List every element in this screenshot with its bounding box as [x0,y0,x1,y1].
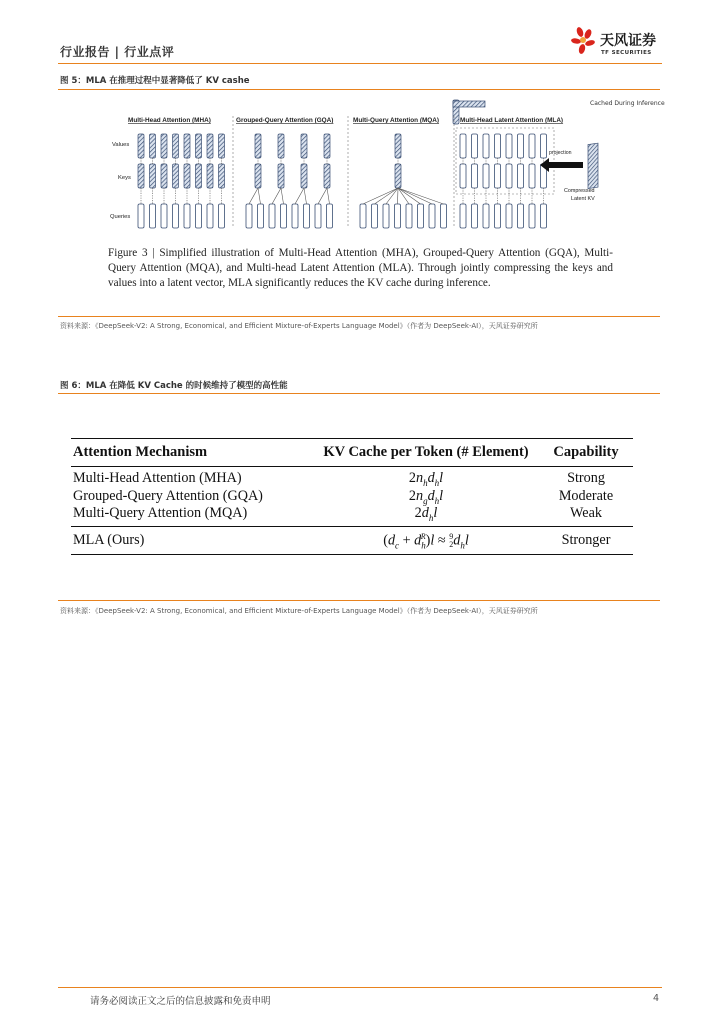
mha-query-head [184,204,190,228]
connector-line [281,188,284,204]
mha-query-head [219,204,225,228]
footer-divider [58,987,662,988]
row-kv-formula: $2n_hd_hl$ [408,470,444,488]
mha-value-head [184,134,190,158]
mla-value-head [506,134,512,158]
gqa-query-head [304,204,310,228]
figure5-title: 图 5：MLA 在推理过程中显著降低了 KV cashe [60,76,250,86]
header-capability: Capability [553,444,619,460]
mla-value-head [541,134,547,158]
mla-value-head [529,134,535,158]
mqa-query-head [418,204,424,228]
mha-key-head [196,164,202,188]
mla-key-head [472,164,478,188]
figure5-bottom-rule [58,316,660,317]
table-row [71,488,633,506]
mha-value-head [150,134,156,158]
mha-key-head [184,164,190,188]
mla-key-head [460,164,466,188]
mha-value-head [207,134,213,158]
row-kv-formula: $2n_gd_hl$ [408,487,444,506]
logo-english-name: TF SECURITIES [601,50,652,56]
mqa-query-head [441,204,447,228]
mla-query-head [529,204,535,228]
connector-line [304,188,307,204]
projection-label: projection [549,150,572,156]
gqa-query-head [258,204,264,228]
logo-chinese-name: 天风证券 [600,33,656,49]
row-mechanism: Grouped-Query Attention (GQA) [73,487,263,504]
mha-value-head [161,134,167,158]
mla-query-head [518,204,524,228]
mla-key-head [495,164,501,188]
mha-key-head [138,164,144,188]
row-mechanism: MLA (Ours) [73,531,145,548]
row-capability: Moderate [558,487,614,504]
connector-line [295,188,304,204]
connector-line [272,188,281,204]
mla-value-head [495,134,501,158]
table-row [71,505,633,523]
table-bottom-rule [71,554,633,555]
mqa-query-head [360,204,366,228]
group-title: Multi-Head Latent Attention (MLA) [460,117,564,124]
mha-value-head [138,134,144,158]
connector-line [386,188,398,204]
mha-query-head [150,204,156,228]
figure6-source: 资料来源：《DeepSeek-V2: A Strong, Economical, and Efficient Mixture-of-Experts Language Model》（作者为 DeepSeek-AI），天风证券研究所 [60,607,538,615]
mla-query-head [541,204,547,228]
group-title: Multi-Head Attention (MHA) [128,117,211,124]
mla-key-head [518,164,524,188]
row-capability: Weak [570,505,602,521]
figure5-title-rule [58,89,660,90]
row-kv-formula: $(d_c + d_h^R)l \approx 9$ $2d_hl$ [383,531,469,551]
logo-petals-icon [571,26,596,54]
mha-value-head [219,134,225,158]
mla-query-head [506,204,512,228]
mha-query-head [173,204,179,228]
group-title: Grouped-Query Attention (GQA) [236,117,334,124]
report-type-label: 行业报告 | 行业点评 [60,45,175,59]
mla-value-head [460,134,466,158]
gqa-key-head [278,164,284,188]
table-top-rule [71,438,633,439]
gqa-value-head [255,134,261,158]
latent-kv-label: Latent KV [571,196,595,202]
table-mid-rule [71,526,633,527]
mha-key-head [161,164,167,188]
mha-key-head [219,164,225,188]
row-capability: Stronger [561,531,611,548]
row-capability: Strong [567,470,605,486]
gqa-query-head [281,204,287,228]
mqa-query-head [395,204,401,228]
mla-key-head [506,164,512,188]
mla-query-head [483,204,489,228]
mqa-query-head [383,204,389,228]
footer-disclaimer: 请务必阅读正文之后的信息披露和免责申明 [90,996,271,1007]
mla-query-head [472,204,478,228]
gqa-query-head [269,204,275,228]
mqa-value-head [395,134,401,158]
connector-line [258,188,261,204]
projection-arrow-icon [540,158,583,172]
connector-line [398,188,399,204]
gqa-value-head [278,134,284,158]
mha-query-head [161,204,167,228]
gqa-key-head [324,164,330,188]
compressed-label: Compressed [564,188,595,194]
mha-key-head [207,164,213,188]
mha-value-head [173,134,179,158]
gqa-query-head [327,204,333,228]
latent-kv-block [588,143,598,188]
figure6-title: 图 6：MLA 在降低 KV Cache 的时候维持了模型的高性能 [60,381,288,391]
connector-line [375,188,399,204]
connector-line [398,188,444,204]
row-label-values: Values [112,142,130,148]
mqa-query-head [406,204,412,228]
connector-line [318,188,327,204]
mha-value-head [196,134,202,158]
legend-label: Cached During Inference [590,100,665,107]
connector-line [327,188,330,204]
mqa-query-head [429,204,435,228]
mqa-query-head [372,204,378,228]
mla-query-head [495,204,501,228]
gqa-query-head [315,204,321,228]
mla-query-head [460,204,466,228]
mha-query-head [207,204,213,228]
row-mechanism: Multi-Head Attention (MHA) [73,470,242,486]
mha-query-head [196,204,202,228]
legend-swatch [453,101,485,107]
attention-diagram [108,96,618,231]
mla-value-head [483,134,489,158]
gqa-value-head [324,134,330,158]
mla-value-head [518,134,524,158]
mla-key-head [483,164,489,188]
connector-line [249,188,258,204]
connector-line [398,188,421,204]
row-label-keys: Keys [118,175,131,181]
mla-value-head [472,134,478,158]
gqa-key-head [255,164,261,188]
gqa-key-head [301,164,307,188]
table-header-row [71,444,633,466]
mla-key-head [529,164,535,188]
connector-line [398,188,432,204]
group-title: Multi-Query Attention (MQA) [353,117,440,124]
figure6-bottom-rule [58,600,660,601]
gqa-value-head [301,134,307,158]
mha-key-head [150,164,156,188]
row-label-queries: Queries [110,214,131,220]
gqa-query-head [246,204,252,228]
mqa-key-head [395,164,401,188]
table-row [71,470,633,488]
table-row-mla [71,532,633,552]
mha-key-head [173,164,179,188]
page-number: 4 [653,993,660,1004]
connector-line [363,188,398,204]
figure5-source: 资料来源：《DeepSeek-V2: A Strong, Economical, and Efficient Mixture-of-Experts Language Model》（作者为 DeepSeek-AI），天风证券研究所 [60,322,538,330]
header-mechanism: Attention Mechanism [73,444,208,460]
kv-cache-table [71,438,633,555]
gqa-query-head [292,204,298,228]
row-mechanism: Multi-Query Attention (MQA) [73,505,248,521]
header-divider [58,63,662,64]
mla-bracket [456,128,554,194]
header-kv-cache: KV Cache per Token (# Element) [323,444,529,460]
mha-query-head [138,204,144,228]
row-kv-formula: $2d_hl$ [414,505,438,523]
figure5-caption: Figure 3 | Simplified illustration of Multi-Head Attention (MHA), Grouped-Query Attention (GQA), Multi-Query Attention (MQA), and Multi-head Latent Attention (MLA). Through jointly compressing the keys and values into a latent vector, MLA significantly reduces the KV cache during inference. [108,247,613,289]
figure6-title-rule [58,393,660,394]
